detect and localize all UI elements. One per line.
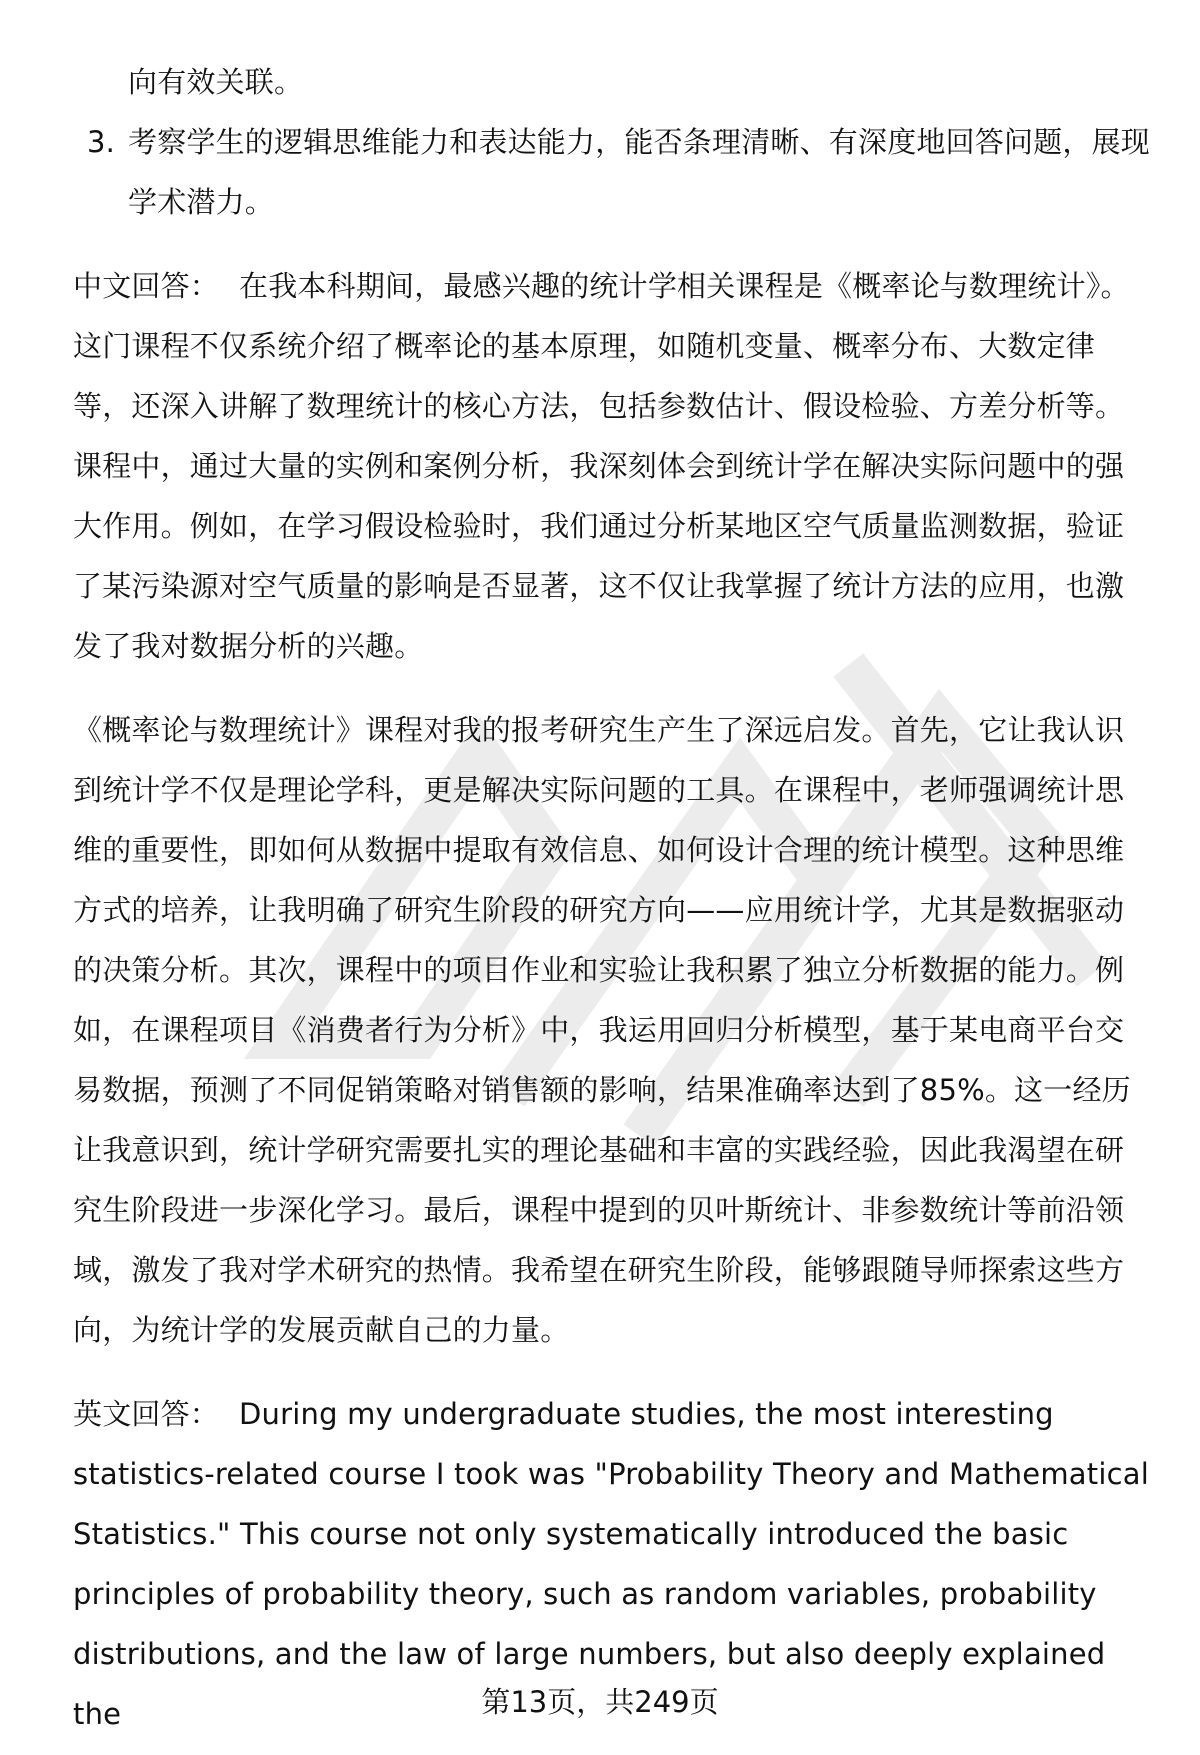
english-answer-text: During my undergraduate studies, the most interesting statistics-related course I took was "Probability Theory and Mathematical Statistics." This course not only systematically introduced the basic principles of probability theory, such as random variables, probability distributions, and the law of large numbers, but also deeply explained the <box>73 1397 1149 1731</box>
page-content <box>73 52 1153 1744</box>
list-item-3 <box>73 112 1153 232</box>
english-answer-label: 英文回答： <box>73 1397 220 1431</box>
page-number-footer: 第13页，共249页 <box>481 1685 719 1719</box>
list-item-2-continuation: 向有效关联。 <box>128 65 304 99</box>
chinese-answer-text-1: 在我本科期间，最感兴趣的统计学相关课程是《概率论与数理统计》。这门课程不仅系统介绍了概率论的基本原理，如随机变量、概率分布、大数定律等，还深入讲解了数理统计的核心方法，包括参数估计、假设检验、方差分析等。课程中，通过大量的实例和案例分析，我深刻体会到统计学在解决实际问题中的强大作用。例如，在学习假设检验时，我们通过分析某地区空气质量监测数据，验证了某污染源对空气质量的影响是否显著，这不仅让我掌握了统计方法的应用，也激发了我对数据分析的兴趣。 <box>73 269 1130 663</box>
chinese-answer-label: 中文回答： <box>73 269 220 303</box>
chinese-answer-paragraph-2: 《概率论与数理统计》课程对我的报考研究生产生了深远启发。首先，它让我认识到统计学不仅是理论学科，更是解决实际问题的工具。在课程中，老师强调统计思维的重要性，即如何从数据中提取有效信息、如何设计合理的统计模型。这种思维方式的培养，让我明确了研究生阶段的研究方向——应用统计学，尤其是数据驱动的决策分析。其次，课程中的项目作业和实验让我积累了独立分析数据的能力。例如，在课程项目《消费者行为分析》中，我运用回归分析模型，基于某电商平台交易数据，预测了不同促销策略对销售额的影响，结果准确率达到了85%。这一经历让我意识到，统计学研究需要扎实的理论基础和丰富的实践经验，因此我渴望在研究生阶段进一步深化学习。最后，课程中提到的贝叶斯统计、非参数统计等前沿领域，激发了我对学术研究的热情。我希望在研究生阶段，能够跟随导师探索这些方向，为统计学的发展贡献自己的力量。 <box>73 713 1131 1347</box>
list-item-3-text: 考察学生的逻辑思维能力和表达能力，能否条理清晰、有深度地回答问题，展现学术潜力。 <box>128 125 1151 219</box>
list-item-3-number: 3. <box>87 125 116 159</box>
chinese-answer-paragraph-1 <box>73 256 1153 676</box>
